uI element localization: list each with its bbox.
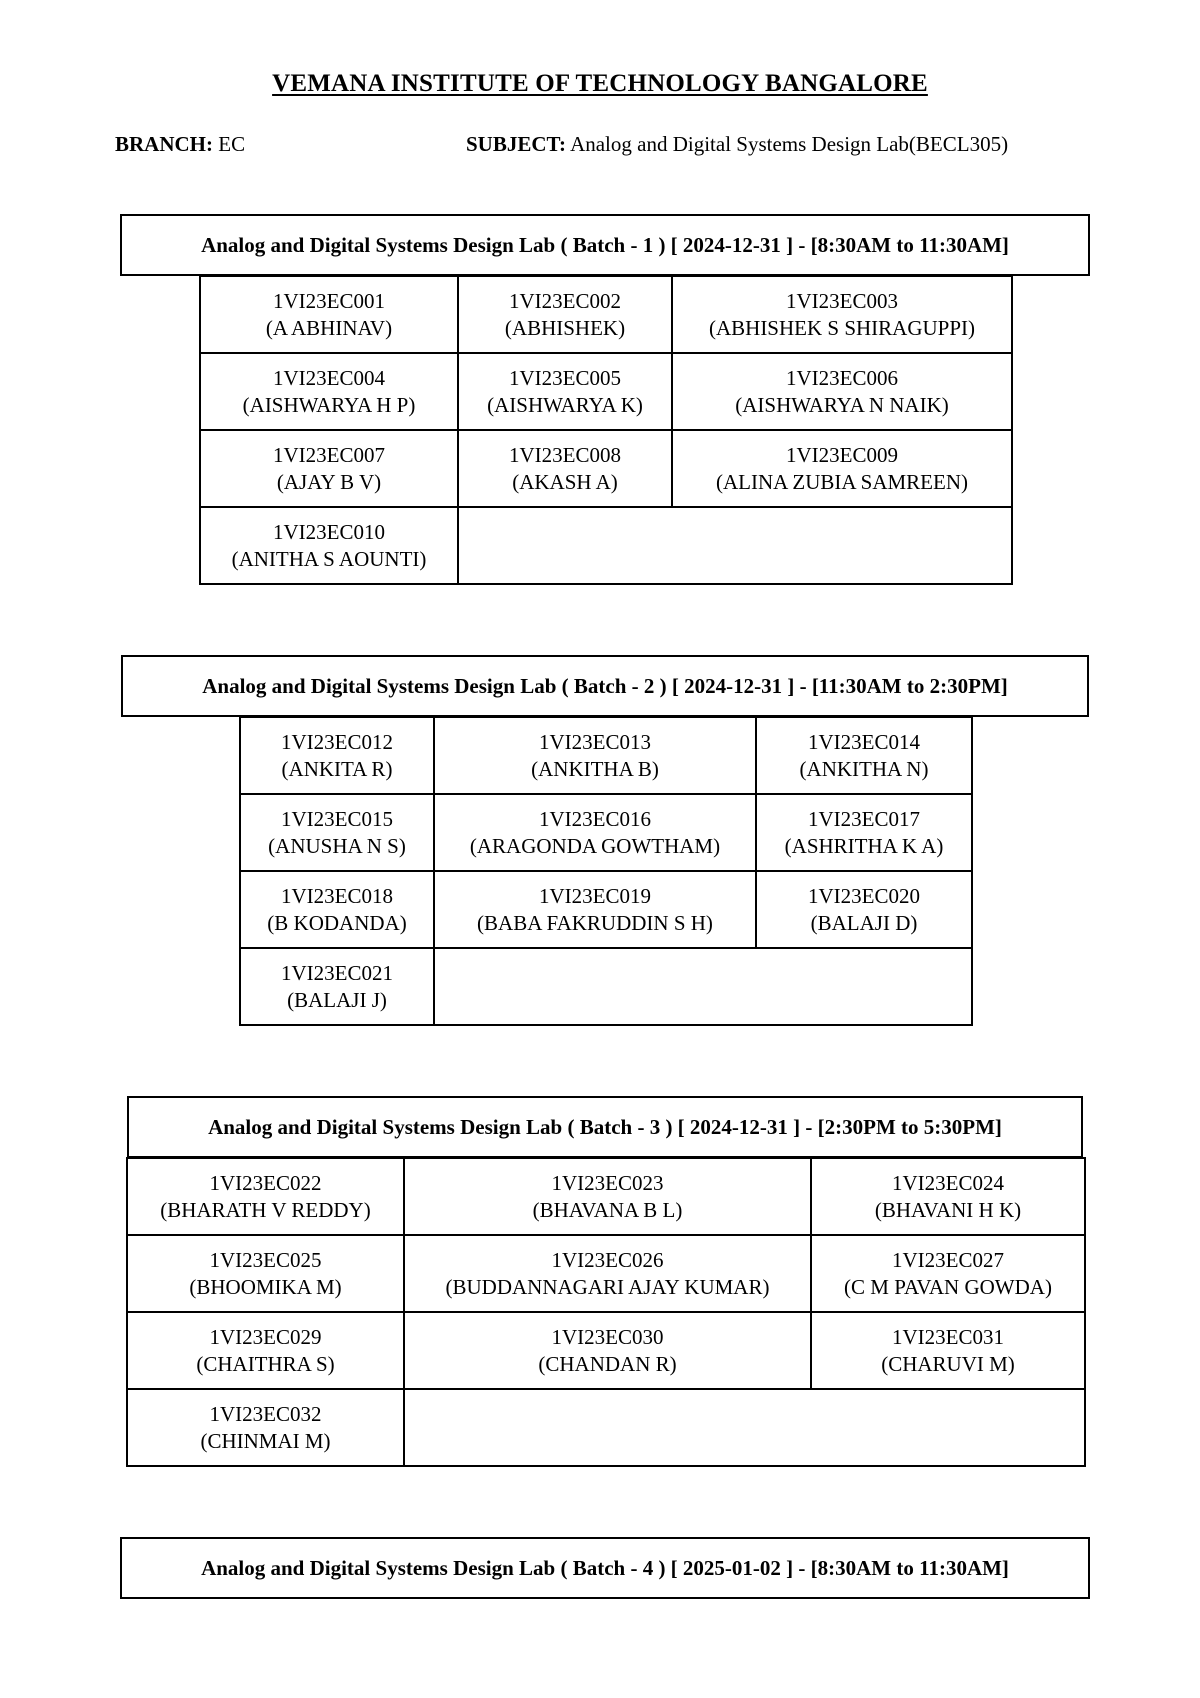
student-usn: 1VI23EC019 — [539, 883, 651, 908]
table-row — [127, 1235, 1085, 1312]
student-name: (C M PAVAN GOWDA) — [844, 1274, 1052, 1299]
student-name: (BALAJI J) — [287, 987, 387, 1012]
student-name: (AISHWARYA H P) — [242, 392, 416, 417]
student-cell — [756, 717, 972, 794]
table-row — [127, 1389, 1085, 1466]
student-name: (ANITHA S AOUNTI) — [231, 546, 427, 571]
subject-label: SUBJECT: — [466, 132, 566, 156]
student-cell — [240, 948, 434, 1025]
student-usn: 1VI23EC009 — [786, 442, 898, 467]
student-usn: 1VI23EC023 — [551, 1170, 664, 1195]
table-row — [127, 1312, 1085, 1389]
student-name: (BHAVANI H K) — [874, 1197, 1022, 1222]
student-usn: 1VI23EC020 — [808, 883, 920, 908]
student-usn: 1VI23EC025 — [209, 1247, 322, 1272]
student-name: (CHARUVI M) — [881, 1351, 1015, 1376]
student-usn: 1VI23EC026 — [551, 1247, 664, 1272]
student-name: (BHAVANA B L) — [532, 1197, 683, 1222]
student-name: (AISHWARYA N NAIK) — [735, 392, 949, 417]
student-usn: 1VI23EC008 — [509, 442, 621, 467]
student-usn: 1VI23EC029 — [209, 1324, 322, 1349]
table-row — [240, 794, 972, 871]
subject-value: Analog and Digital Systems Design Lab(BECL305) — [570, 132, 1009, 156]
student-name: (A ABHINAV) — [265, 315, 393, 340]
student-name: (ARAGONDA GOWTHAM) — [469, 833, 721, 858]
student-name: (BHARATH V REDDY) — [160, 1197, 371, 1222]
student-usn: 1VI23EC013 — [539, 729, 651, 754]
student-cell — [811, 1312, 1085, 1389]
table-row — [240, 871, 972, 948]
student-name: (ABHISHEK S SHIRAGUPPI) — [708, 315, 976, 340]
institute-title: VEMANA INSTITUTE OF TECHNOLOGY BANGALORE — [272, 70, 928, 97]
student-usn: 1VI23EC027 — [892, 1247, 1004, 1272]
student-usn: 1VI23EC015 — [281, 806, 393, 831]
student-name: (CHINMAI M) — [200, 1428, 331, 1453]
batch-2-header: Analog and Digital Systems Design Lab ( Batch - 2 ) [ 2024-12-31 ] - [11:30AM to 2:30PM] — [121, 655, 1089, 717]
student-cell — [404, 1235, 811, 1312]
student-cell — [434, 871, 756, 948]
student-cell — [458, 276, 672, 353]
student-name: (ANKITHA N) — [799, 756, 929, 781]
student-usn: 1VI23EC032 — [209, 1401, 322, 1426]
batch-1-student-grid — [199, 275, 1013, 585]
student-cell — [200, 353, 458, 430]
student-cell — [404, 1312, 811, 1389]
table-row — [200, 353, 1012, 430]
student-usn: 1VI23EC018 — [281, 883, 393, 908]
subject-line — [466, 132, 1008, 157]
student-name: (AKASH A) — [512, 469, 618, 494]
batch-1-header: Analog and Digital Systems Design Lab ( Batch - 1 ) [ 2024-12-31 ] - [8:30AM to 11:30AM] — [120, 214, 1090, 276]
student-cell — [240, 794, 434, 871]
student-cell — [672, 276, 1012, 353]
student-name: (BUDDANNAGARI AJAY KUMAR) — [445, 1274, 770, 1299]
student-usn: 1VI23EC024 — [892, 1170, 1004, 1195]
student-cell — [200, 276, 458, 353]
student-name: (ANUSHA N S) — [268, 833, 406, 858]
student-name: (BHOOMIKA M) — [189, 1274, 342, 1299]
batch-4-header: Analog and Digital Systems Design Lab ( Batch - 4 ) [ 2025-01-02 ] - [8:30AM to 11:30AM] — [120, 1537, 1090, 1599]
student-cell — [240, 717, 434, 794]
student-usn: 1VI23EC030 — [551, 1324, 664, 1349]
student-usn: 1VI23EC012 — [281, 729, 393, 754]
student-usn: 1VI23EC010 — [273, 519, 385, 544]
student-cell — [672, 430, 1012, 507]
student-name: (ANKITHA B) — [531, 756, 659, 781]
student-cell — [434, 717, 756, 794]
table-row — [127, 1158, 1085, 1235]
student-usn: 1VI23EC006 — [786, 365, 898, 390]
table-row — [240, 717, 972, 794]
student-cell — [200, 507, 458, 584]
student-name: (ALINA ZUBIA SAMREEN) — [716, 469, 968, 494]
student-name: (ABHISHEK) — [504, 315, 626, 340]
student-name: (ASHRITHA K A) — [784, 833, 944, 858]
empty-cell — [404, 1389, 1085, 1466]
student-cell — [811, 1158, 1085, 1235]
table-row — [200, 276, 1012, 353]
batch-3-student-grid — [126, 1157, 1086, 1467]
table-row — [200, 430, 1012, 507]
student-cell — [240, 871, 434, 948]
table-row — [200, 507, 1012, 584]
student-name: (CHAITHRA S) — [196, 1351, 335, 1376]
student-cell — [200, 430, 458, 507]
branch-label: BRANCH: — [115, 132, 213, 156]
empty-cell — [434, 948, 972, 1025]
student-cell — [434, 794, 756, 871]
student-usn: 1VI23EC005 — [509, 365, 621, 390]
student-cell — [458, 430, 672, 507]
student-usn: 1VI23EC001 — [273, 288, 385, 313]
student-cell — [756, 794, 972, 871]
empty-cell — [458, 507, 1012, 584]
student-usn: 1VI23EC014 — [808, 729, 920, 754]
student-name: (ANKITA R) — [281, 756, 393, 781]
student-cell — [127, 1235, 404, 1312]
student-cell — [672, 353, 1012, 430]
student-cell — [811, 1235, 1085, 1312]
student-name: (BALAJI D) — [810, 910, 918, 935]
student-cell — [458, 353, 672, 430]
student-name: (AJAY B V) — [276, 469, 382, 494]
student-usn: 1VI23EC017 — [808, 806, 920, 831]
student-usn: 1VI23EC002 — [509, 288, 621, 313]
batch-3-header: Analog and Digital Systems Design Lab ( Batch - 3 ) [ 2024-12-31 ] - [2:30PM to 5:30PM] — [127, 1096, 1083, 1158]
student-name: (AISHWARYA K) — [487, 392, 643, 417]
table-row — [240, 948, 972, 1025]
student-cell — [404, 1158, 811, 1235]
branch-line — [115, 132, 245, 157]
student-cell — [127, 1158, 404, 1235]
student-name: (B KODANDA) — [267, 910, 407, 935]
student-usn: 1VI23EC031 — [892, 1324, 1004, 1349]
student-name: (CHANDAN R) — [538, 1351, 677, 1376]
student-cell — [127, 1389, 404, 1466]
student-cell — [756, 871, 972, 948]
student-cell — [127, 1312, 404, 1389]
branch-value: EC — [218, 132, 246, 156]
batch-2-student-grid — [239, 716, 973, 1026]
student-usn: 1VI23EC022 — [209, 1170, 322, 1195]
student-usn: 1VI23EC021 — [281, 960, 393, 985]
student-usn: 1VI23EC016 — [539, 806, 651, 831]
student-usn: 1VI23EC007 — [273, 442, 385, 467]
student-name: (BABA FAKRUDDIN S H) — [477, 910, 713, 935]
student-usn: 1VI23EC004 — [273, 365, 385, 390]
student-usn: 1VI23EC003 — [786, 288, 898, 313]
